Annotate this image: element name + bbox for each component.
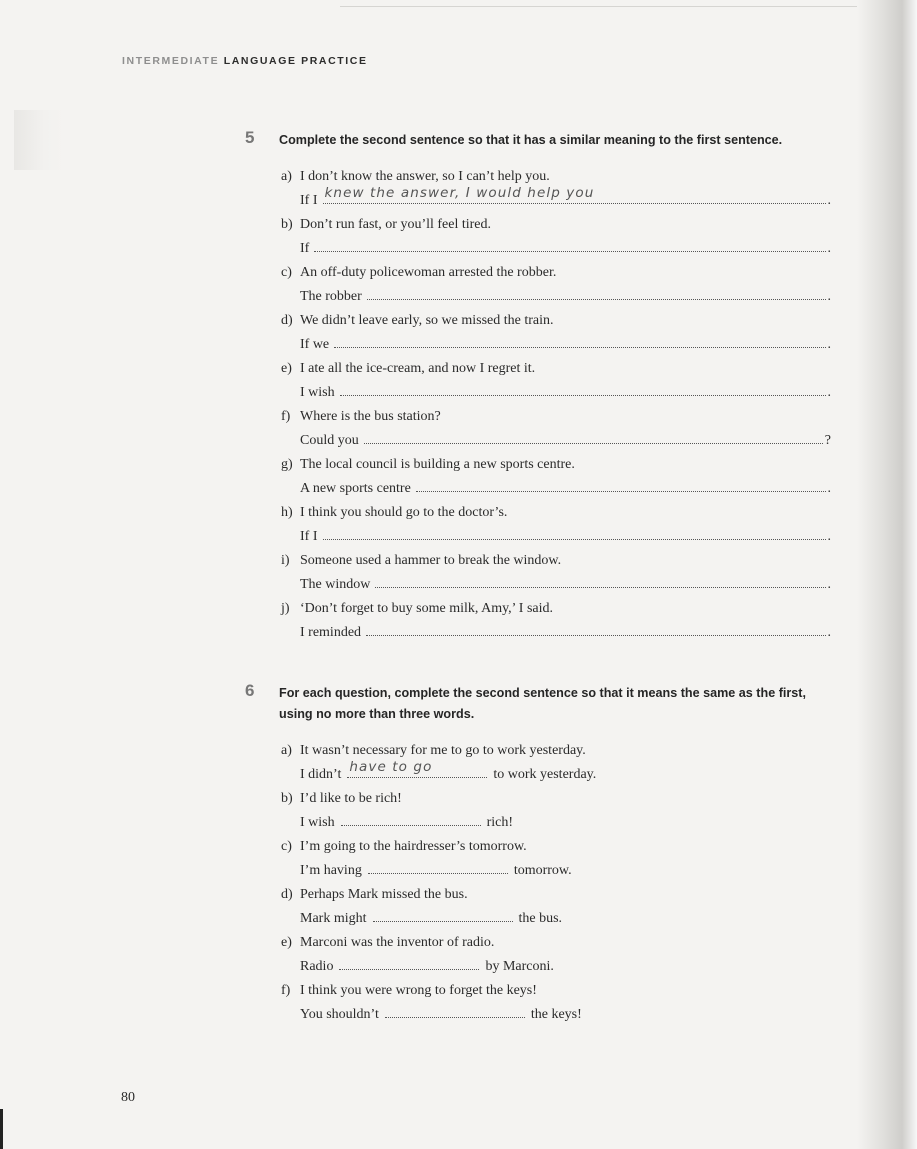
exercise-item (281, 261, 845, 309)
exercise-item (281, 979, 845, 1027)
item-letter: d) (281, 313, 293, 328)
item-sentence: I think you were wrong to forget the keys! (300, 983, 537, 998)
item-sentence: I don’t know the answer, so I can’t help you. (300, 169, 550, 184)
answer-blank[interactable] (366, 623, 825, 636)
answer-blank[interactable] (416, 479, 826, 492)
item-letter: a) (281, 743, 292, 758)
exercise-number: 6 (245, 681, 255, 700)
item-sentence: Marconi was the inventor of radio. (300, 935, 495, 950)
answer-lead-text: I reminded (300, 625, 362, 640)
item-letter: h) (281, 505, 293, 520)
answer-end-text: the keys! (530, 1007, 582, 1022)
item-letter: a) (281, 169, 292, 184)
answer-lead-text: You shouldn’t (300, 1007, 379, 1022)
item-sentence: It wasn’t necessary for me to go to work yesterday. (300, 743, 586, 758)
answer-end-text: rich! (486, 815, 514, 830)
exercise-item (281, 501, 845, 549)
page-number: 80 (121, 1090, 135, 1105)
answer-lead-text: If (300, 241, 310, 256)
answer-lead-text: The window (300, 577, 371, 592)
exercise-item (281, 787, 845, 835)
item-letter: c) (281, 839, 292, 854)
answer-end-punctuation: . (827, 241, 831, 256)
exercise-item (281, 549, 845, 597)
item-sentence: Perhaps Mark missed the bus. (300, 887, 468, 902)
item-sentence: Don’t run fast, or you’ll feel tired. (300, 217, 492, 232)
item-sentence: The local council is building a new sports centre. (300, 457, 575, 472)
right-page-edge-shadow (857, 0, 917, 1149)
answer-line (300, 333, 831, 357)
answer-blank[interactable] (368, 861, 508, 874)
exercise-instruction: For each question, complete the second sentence so that it means the same as the first, using no more than three words. (279, 686, 806, 721)
answer-line (300, 907, 845, 931)
answer-end-punctuation: . (827, 337, 831, 352)
answer-line (300, 759, 845, 787)
handwritten-answer: knew the answer, I would help you (324, 185, 595, 201)
exercise-6 (245, 683, 845, 1027)
answer-end-punctuation: . (827, 577, 831, 592)
answer-lead-text: If I (300, 529, 318, 544)
exercise-item (281, 739, 845, 787)
answer-line (300, 237, 831, 261)
answer-end-text: by Marconi. (485, 959, 554, 974)
item-letter: i) (281, 553, 290, 568)
answer-blank[interactable] (385, 1005, 525, 1018)
answer-end-punctuation: ? (824, 433, 831, 448)
answer-blank[interactable] (334, 335, 825, 348)
answer-end-text: tomorrow. (513, 863, 572, 878)
exercise-item (281, 309, 845, 357)
answer-line (300, 955, 845, 979)
answer-end-punctuation: . (827, 529, 831, 544)
exercise-item (281, 453, 845, 501)
exercise-items (281, 739, 845, 1027)
item-letter: f) (281, 983, 291, 998)
item-sentence: I think you should go to the doctor’s. (300, 505, 508, 520)
exercise-item (281, 405, 845, 453)
answer-line (300, 811, 845, 835)
exercise-item (281, 165, 845, 213)
answer-blank[interactable] (373, 909, 513, 922)
item-letter: b) (281, 791, 293, 806)
answer-line (300, 381, 831, 405)
answer-lead-text: I didn’t (300, 767, 342, 782)
answer-blank[interactable] (314, 239, 825, 252)
left-page-edge-shadow (14, 110, 64, 170)
item-sentence: I ate all the ice-cream, and now I regret it. (300, 361, 536, 376)
answer-lead-text: Mark might (300, 911, 367, 926)
exercise-item (281, 931, 845, 979)
item-letter: j) (281, 601, 290, 616)
answer-line (300, 525, 831, 549)
answer-line (300, 859, 845, 883)
answer-lead-text: The robber (300, 289, 362, 304)
answer-line (300, 621, 831, 645)
answer-blank[interactable] (341, 813, 481, 826)
exercise-item (281, 835, 845, 883)
answer-end-punctuation: . (827, 625, 831, 640)
item-sentence: We didn’t leave early, so we missed the train. (300, 313, 554, 328)
answer-end-punctuation: . (827, 481, 831, 496)
item-letter: b) (281, 217, 293, 232)
item-letter: c) (281, 265, 292, 280)
answer-end-text: the bus. (518, 911, 563, 926)
answer-line (300, 573, 831, 597)
answer-blank[interactable] (323, 185, 826, 204)
answer-line (300, 185, 831, 213)
exercise-items (281, 165, 845, 645)
answer-lead-text: I’m having (300, 863, 362, 878)
exercise-5 (245, 130, 845, 645)
item-sentence: An off-duty policewoman arrested the robber. (300, 265, 557, 280)
exercise-item (281, 597, 845, 645)
exercise-number: 5 (245, 128, 255, 147)
item-letter: g) (281, 457, 293, 472)
answer-end-punctuation: . (827, 289, 831, 304)
running-head (122, 55, 368, 67)
answer-blank[interactable] (364, 431, 823, 444)
answer-lead-text: I wish (300, 385, 335, 400)
answer-lead-text: Radio (300, 959, 334, 974)
running-head-series: INTERMEDIATE (122, 55, 220, 67)
item-sentence: I’d like to be rich! (300, 791, 402, 806)
answer-end-punctuation: . (827, 385, 831, 400)
answer-blank[interactable] (375, 575, 825, 588)
corner-mark (0, 1109, 3, 1149)
item-sentence: ‘Don’t forget to buy some milk, Amy,’ I said. (300, 601, 554, 616)
running-head-title: LANGUAGE PRACTICE (223, 55, 368, 67)
answer-lead-text: Could you (300, 433, 359, 448)
handwritten-answer: have to go (349, 759, 433, 775)
answer-blank[interactable] (340, 383, 826, 396)
answer-lead-text: If I (300, 193, 318, 208)
exercise-instruction: Complete the second sentence so that it has a similar meaning to the first sentence. (279, 133, 783, 147)
item-sentence: Where is the bus station? (300, 409, 441, 424)
exercise-item (281, 883, 845, 931)
answer-line (300, 477, 831, 501)
answer-blank[interactable] (367, 287, 826, 300)
answer-lead-text: I wish (300, 815, 335, 830)
answer-lead-text: A new sports centre (300, 481, 411, 496)
exercise-item (281, 357, 845, 405)
answer-end-text: to work yesterday. (493, 767, 597, 782)
item-sentence: I’m going to the hairdresser’s tomorrow. (300, 839, 527, 854)
answer-blank[interactable] (347, 759, 487, 778)
top-rule (340, 6, 860, 7)
answer-blank[interactable] (323, 527, 826, 540)
answer-end-punctuation: . (827, 193, 831, 208)
item-letter: e) (281, 935, 292, 950)
answer-blank[interactable] (339, 957, 479, 970)
answer-line (300, 429, 831, 453)
exercise-item (281, 213, 845, 261)
item-letter: e) (281, 361, 292, 376)
answer-line (300, 285, 831, 309)
item-letter: f) (281, 409, 291, 424)
answer-line (300, 1003, 845, 1027)
answer-lead-text: If we (300, 337, 330, 352)
item-letter: d) (281, 887, 293, 902)
item-sentence: Someone used a hammer to break the window. (300, 553, 562, 568)
